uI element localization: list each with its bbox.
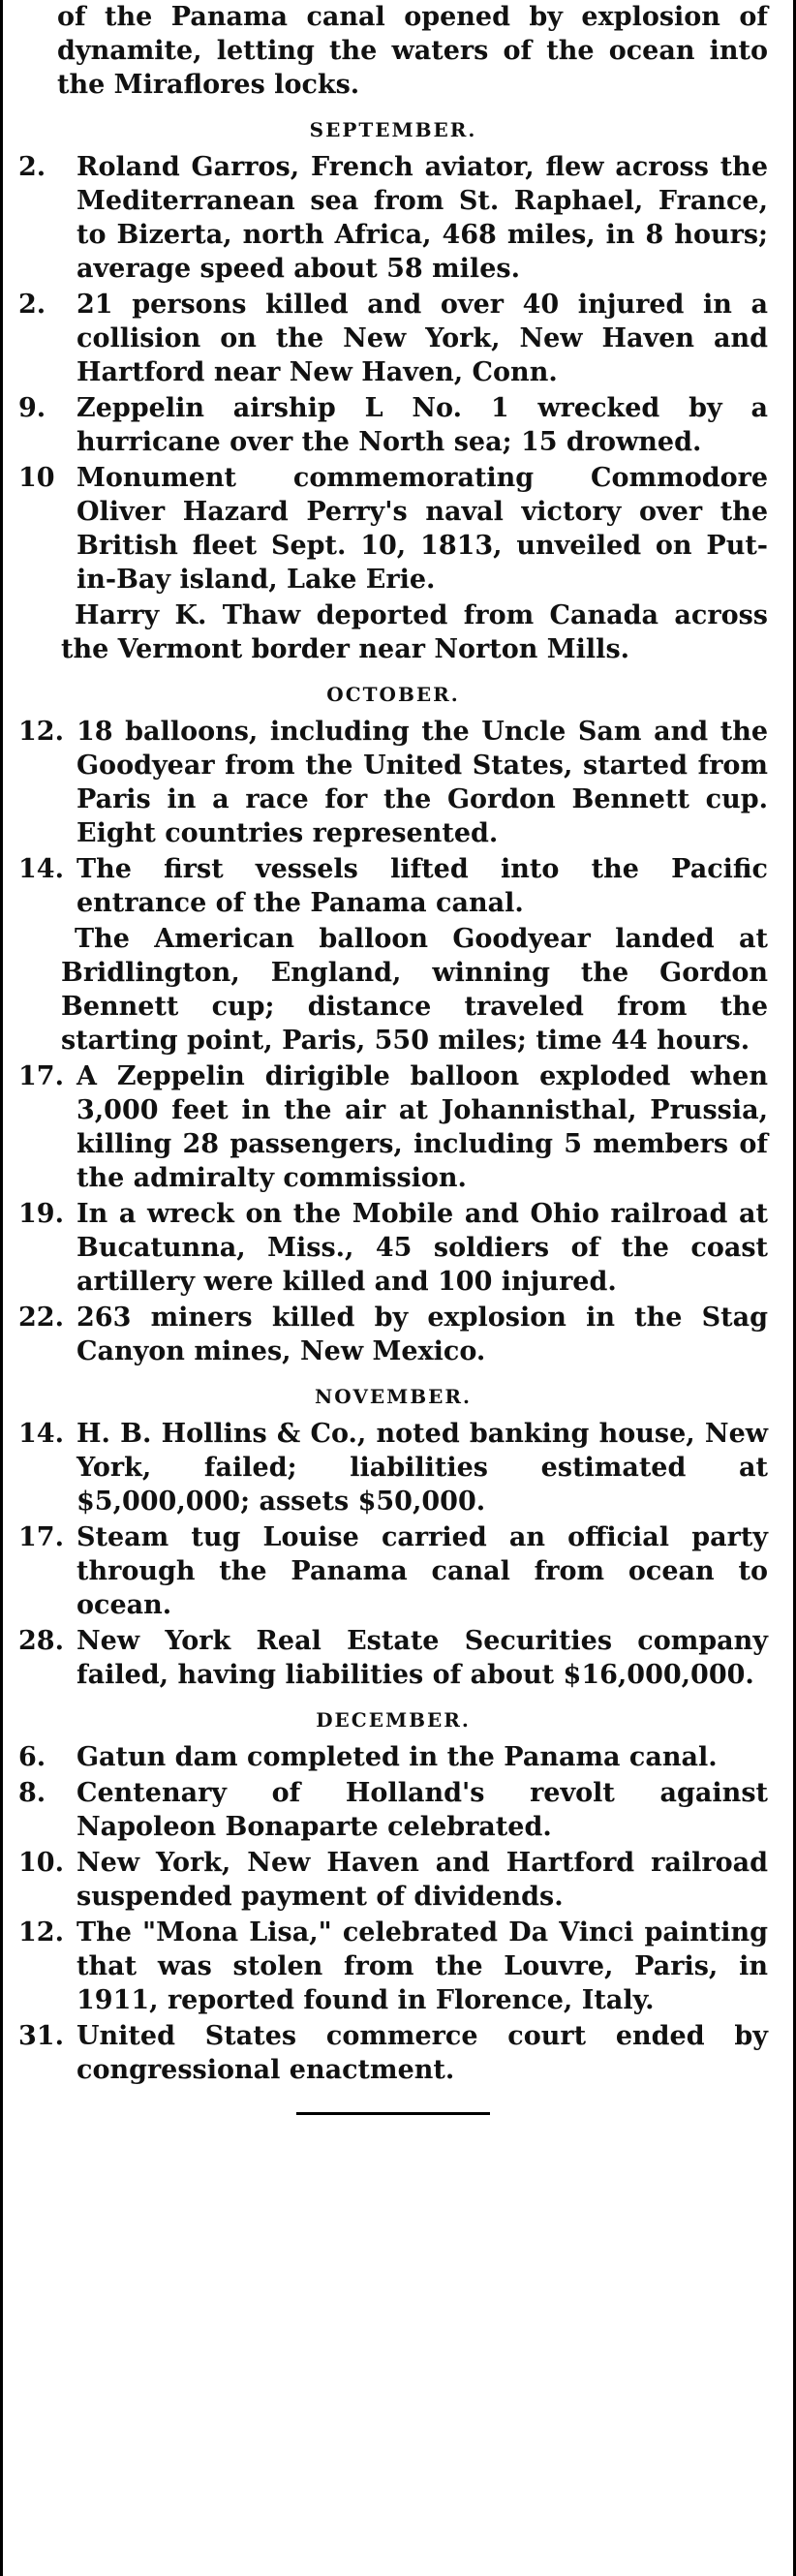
entry-text: H. B. Hollins & Co., noted banking house, New York, failed; liabilities estimated at $5,000,000; assets $50,000. bbox=[77, 1419, 768, 1517]
chronology-entry bbox=[18, 715, 768, 850]
chronology-entry bbox=[18, 150, 768, 286]
chronology-entry bbox=[18, 1417, 768, 1518]
chronology-entry bbox=[18, 461, 768, 597]
entry-day: 12. bbox=[18, 1917, 64, 1947]
entry-day: 2. bbox=[18, 290, 46, 320]
entry-day: 8. bbox=[18, 1778, 46, 1808]
chronology-entry bbox=[18, 1916, 768, 2017]
entry-text: The first vessels lifted into the Pacific entrance of the Panama canal. bbox=[77, 854, 768, 918]
entry-text: 18 balloons, including the Uncle Sam and the Goodyear from the United States, started from Paris in a race for the Gordon Bennett cup. Eight countries represented. bbox=[77, 717, 768, 848]
month-section-november bbox=[18, 1382, 768, 1692]
entry-day: 12. bbox=[18, 717, 64, 747]
chronology-entry bbox=[18, 598, 768, 666]
entry-day: 31. bbox=[18, 2021, 64, 2051]
entry-day: 17. bbox=[18, 1061, 64, 1091]
entry-text: A Zeppelin dirigible balloon exploded when 3,000 feet in the air at Johannisthal, Prussia, killing 28 passengers, including 5 members of the admiralty commission. bbox=[77, 1061, 768, 1193]
month-heading: NOVEMBER. bbox=[315, 1385, 472, 1408]
entry-text: Gatun dam completed in the Panama canal. bbox=[77, 1742, 718, 1772]
entry-text: New York Real Estate Securities company failed, having liabilities of about $16,000,000. bbox=[77, 1626, 768, 1690]
entry-text: United States commerce court ended by congressional enactment. bbox=[77, 2021, 768, 2085]
entry-day: 6. bbox=[18, 1742, 46, 1772]
entry-text: In a wreck on the Mobile and Ohio railroad at Bucatunna, Miss., 45 soldiers of the coast artillery were killed and 100 injured. bbox=[77, 1199, 768, 1297]
chronology-entry bbox=[18, 391, 768, 459]
entry-day: 14. bbox=[18, 1419, 64, 1449]
entry-day: 19. bbox=[18, 1199, 64, 1229]
chronology-entry bbox=[18, 852, 768, 920]
entry-day: 10 bbox=[18, 463, 55, 493]
entry-text: 21 persons killed and over 40 injured in a collision on the New York, New Haven and Hartford near New Haven, Conn. bbox=[77, 290, 768, 387]
entry-text: Steam tug Louise carried an official party through the Panama canal from ocean to ocean. bbox=[77, 1522, 768, 1620]
chronology-entry bbox=[18, 1776, 768, 1844]
chronology-entry bbox=[18, 1301, 768, 1368]
month-heading: OCTOBER. bbox=[326, 683, 460, 706]
entry-text: New York, New Haven and Hartford railroad suspended payment of dividends. bbox=[77, 1848, 768, 1912]
month-section-october bbox=[18, 680, 768, 1368]
entry-text: The "Mona Lisa," celebrated Da Vinci painting that was stolen from the Louvre, Paris, in 1911, reported found in Florence, Italy. bbox=[77, 1917, 768, 2015]
entry-day: 10. bbox=[18, 1848, 64, 1878]
column-end-rule bbox=[296, 2112, 490, 2115]
entry-text: Monument commemorating Commodore Oliver Hazard Perry's naval victory over the British fleet Sept. 10, 1813, unveiled on Put-in-Bay island, Lake Erie. bbox=[77, 463, 768, 595]
month-heading: DECEMBER. bbox=[316, 1708, 471, 1732]
chronology-entry bbox=[18, 1520, 768, 1622]
chronology-entry bbox=[18, 2019, 768, 2087]
entry-day: 17. bbox=[18, 1522, 64, 1552]
month-heading: SEPTEMBER. bbox=[309, 118, 477, 141]
chronology-entry bbox=[18, 288, 768, 389]
chronology-entry bbox=[18, 1197, 768, 1299]
entry-day: 2. bbox=[18, 152, 46, 182]
entry-text: Centenary of Holland's revolt against Napoleon Bonaparte celebrated. bbox=[77, 1778, 768, 1842]
entry-text: Harry K. Thaw deported from Canada across the Vermont border near Norton Mills. bbox=[61, 600, 768, 664]
entry-day: 22. bbox=[18, 1303, 64, 1333]
entry-text: The American balloon Goodyear landed at Bridlington, England, winning the Gordon Bennett cup; distance traveled from the starting point, Paris, 550 miles; time 44 hours. bbox=[61, 924, 768, 1056]
entry-text: 263 miners killed by explosion in the Stag Canyon mines, New Mexico. bbox=[77, 1303, 768, 1366]
chronology-entry bbox=[18, 1740, 768, 1774]
month-section-september bbox=[18, 115, 768, 666]
chronology-entry bbox=[18, 1059, 768, 1195]
chronology-entry bbox=[18, 1624, 768, 1692]
entry-day: 9. bbox=[18, 393, 46, 423]
chronology-entry bbox=[18, 1846, 768, 1914]
entry-day: 14. bbox=[18, 854, 64, 884]
month-section-december bbox=[18, 1705, 768, 2087]
entry-text: Zeppelin airship L No. 1 wrecked by a hurricane over the North sea; 15 drowned. bbox=[77, 393, 768, 457]
chronology-entry bbox=[18, 922, 768, 1058]
entry-text: Roland Garros, French aviator, flew across the Mediterranean sea from St. Raphael, France, to Bizerta, north Africa, 468 miles, in 8 hours; average speed about 58 miles. bbox=[77, 152, 768, 284]
intro-paragraph: of the Panama canal opened by explosion of dynamite, letting the waters of the ocean into the Miraflores locks. bbox=[57, 2, 768, 100]
entry-day: 28. bbox=[18, 1626, 64, 1656]
